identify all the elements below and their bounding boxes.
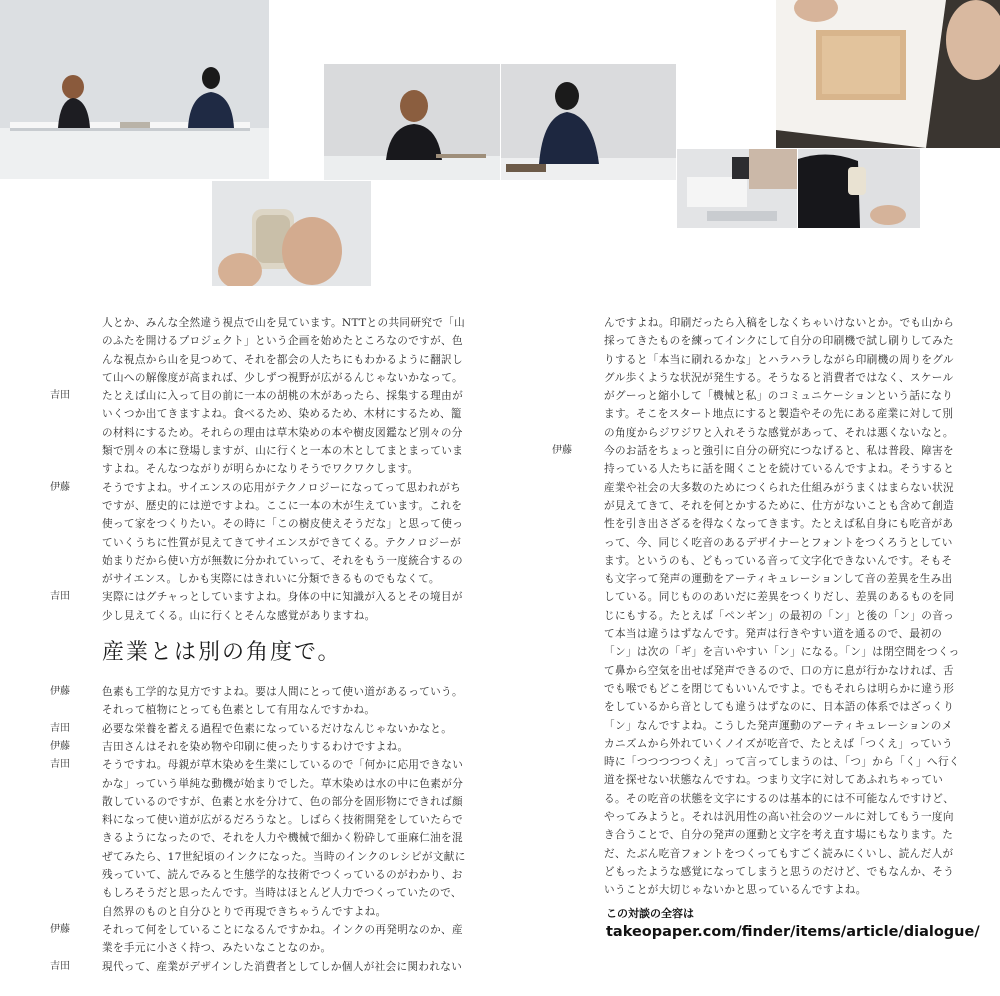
dialogue-row	[50, 314, 470, 387]
speaker-label: 伊藤	[50, 481, 70, 493]
dialogue-row	[552, 314, 962, 442]
dialogue-row	[50, 683, 470, 720]
dialogue-text: 必要な栄養を蓄える過程で色素になっているだけなんじゃないかなと。	[102, 722, 453, 735]
speaker-label: 吉田	[50, 390, 70, 402]
dialogue-row	[50, 479, 470, 589]
dialogue-row	[50, 756, 470, 921]
speaker-label	[552, 314, 604, 442]
right-column	[552, 314, 962, 900]
left-column	[50, 314, 470, 976]
dialogue-text: 現代って、産業がデザインした消費者としてしか個人が社会に関われない	[102, 960, 463, 973]
speaker-label: 吉田	[50, 591, 70, 603]
dialogue-text: 人とか、みんな全然違う視点で山を見ています。NTTとの共同研究で「山のふたを開けるプロジェクト」という企画を始めたところなのですが、色んな視点から山を見つめて、それを都会の人たちにもわかるように翻訳して山への解像度が高まれば、少しずつ視野が広がるんじゃないかなって。	[102, 317, 466, 384]
dialogue-text: そうですね。母親が草木染めを生業にしているので「何かに応用できないかな」っていう単純な動機が始まりでした。草木染めは水の中に色素が分散しているのですが、色素と水を分けて、色の部分を固形物にできれば顔料になって使い道が広がるだろうなと。しばらく技術開発をしていたらできるようになったので、それを人力や機械で細かく粉砕して亜麻仁油を混ぜてみたら、17世紀頃のインクになった。当時のインクのレシピが文献に残っていて、読んでみると生態学的な技術でつくっているのがわかり、おもしろそうだと思ったんです。当時はほとんど人力でつくっていたので、自然界のものと自分ひとりで再現できちゃうんですよね。	[102, 759, 466, 918]
photo-man-speaking	[501, 64, 676, 180]
dialogue-row	[50, 921, 470, 958]
article-url-link[interactable]: takeopaper.com/finder/items/article/dialogue/	[606, 924, 980, 940]
dialogue-row	[50, 738, 470, 756]
photo-hand-holding-jar	[212, 181, 371, 286]
photo-two-people-at-table	[0, 0, 269, 179]
dialogue-row	[50, 588, 470, 625]
dialogue-row	[50, 720, 470, 738]
dialogue-text: んですよね。印刷だったら入稿をしなくちゃいけないとか。でも山から採ってきたものを練ってインクにして自分の印刷機で試し刷りしてみたりすると「本当に刷れるかな」とハラハラしながら印刷機の周りをグルグル歩くような状況が発生する。そうなると消費者ではなく、スケールがグーっと縮小して「機械と私」のコミュニケーションという話になります。そこをスタート地点にすると製造やその先にある産業に対して別の角度からジワジワと入れそうな感覚があって、それは悪くないなと。	[604, 317, 955, 439]
section-heading: 産業とは別の角度で。	[102, 640, 342, 666]
article-link-footer	[606, 906, 980, 942]
dialogue-row	[552, 442, 962, 899]
speaker-label: 伊藤	[552, 445, 572, 457]
photo-woman-holding-jar	[798, 149, 920, 228]
speaker-label: 吉田	[50, 759, 70, 771]
footer-label: この対談の全容は	[606, 907, 694, 920]
photo-woman-speaking	[324, 64, 500, 180]
photo-book-pages-hands	[776, 0, 1000, 148]
dialogue-row	[50, 387, 470, 478]
dialogue-row	[50, 958, 470, 976]
speaker-label	[50, 314, 102, 387]
speaker-label: 吉田	[50, 722, 70, 734]
dialogue-text: 色素も工学的な見方ですよね。要は人間にとって使い道があるっていう。それって植物にとっても色素として有用なんですかね。	[102, 686, 463, 717]
speaker-label: 吉田	[50, 960, 70, 972]
dialogue-text: たとえば山に入って目の前に一本の胡桃の木があったら、採集する理由がいくつか出てきますよね。食べるため、染めるため、木材にするため、籠の材料にするため。それらの理由は草木染めの本や樹皮図鑑など別々の分類で別々の本に登場しますが、山に行くと一本の木としてまとまっていますよね。そんなつながりが明らかになりそうでワクワクします。	[102, 390, 464, 476]
speaker-label: 伊藤	[50, 686, 70, 698]
dialogue-text: 今のお話をちょっと強引に自分の研究につなげると、私は普段、障害を持っている人たちに話を聞くことを続けているんですよね。そうすると産業や社会の大多数のためにつくられた仕組みがうまくはまらない状況が見えてきて、それを何とかするために、仕方がないことも含めて創造性を引き出さざるを得なくなってきます。たとえば私自身にも吃音があって、今、同じく吃音のあるデザイナーとフォントをつくろうとしています。というのも、どもっている音って文字化できないんです。そもそも文字って発声の運動をアーティキュレーションして音の差異を生み出している。同じもののあいだに差異をつくりだし、差異のあるものを同じにもする。たとえば「ペンギン」の最初の「ン」と後の「ン」の音って本当は違うはずなんです。発声は行きやすい道を通るので、最初の「ン」は次の「ギ」を言いやすい「ン」になる。「ン」は閉空間をつくって鼻から空気を出せば発声できるので、口の方に息が行かなければ、舌でも喉でもどこを閉じてもいいんですよ。でもそれらは明らかに違う形をしているから音としても違うはずなのに、日本語の体系ではざっくり「ン」なんですよね。こうした発声運動のアーティキュレーションのメカニズムから外れていくノイズが吃音で、たとえば「つくえ」っていう時に「つつつつつくえ」って言ってしまうのは、「つ」から「く」へ行く道を探せない状態なんですね。つまり文字に対してあふれちゃっている。その吃音の状態を文字にするのは基本的には不可能なんですけど、やってみようと。それは汎用性の高い社会のツールに対してもう一度向き合うことで、自分の発声の運動と文字を考え直す場にもなります。ただ、たぶん吃音フォントをつくってもすごく読みにくいし、読んだ人がどもったような感覚になってしまうと思うのだけど、でもなんか、そういうことが大切じゃないかと思っているんですよね。	[604, 445, 960, 897]
speaker-label: 伊藤	[50, 923, 70, 935]
dialogue-text: それって何をしていることになるんですかね。インクの再発明なのか、産業を手元に小さく持つ、みたいなことなのか。	[102, 923, 463, 955]
photo-table-with-papers	[677, 149, 797, 228]
dialogue-text: 実際にはグチャっとしていますよね。身体の中に知識が入るとその境目が少し見えてくる。山に行くとそんな感覚がありますね。	[102, 591, 463, 622]
speaker-label: 伊藤	[50, 740, 70, 752]
dialogue-text: そうですよね。サイエンスの応用がテクノロジーになってって思われがちですが、歴史的には逆ですよね。ここに一本の木が生えています。これを使って家をつくりたい。その時に「この樹皮使えそうだな」と思って使っていくうちに性質が見えてきてサイエンスができてくる。テクノロジーが始まりだから使い方が無数に分かれていって、それをもう一度統合するのがサイエンス。しかも実際にはきれいに分類できるものでもなくて。	[102, 481, 464, 586]
dialogue-text: 吉田さんはそれを染め物や印刷に使ったりするわけですよね。	[102, 740, 409, 753]
